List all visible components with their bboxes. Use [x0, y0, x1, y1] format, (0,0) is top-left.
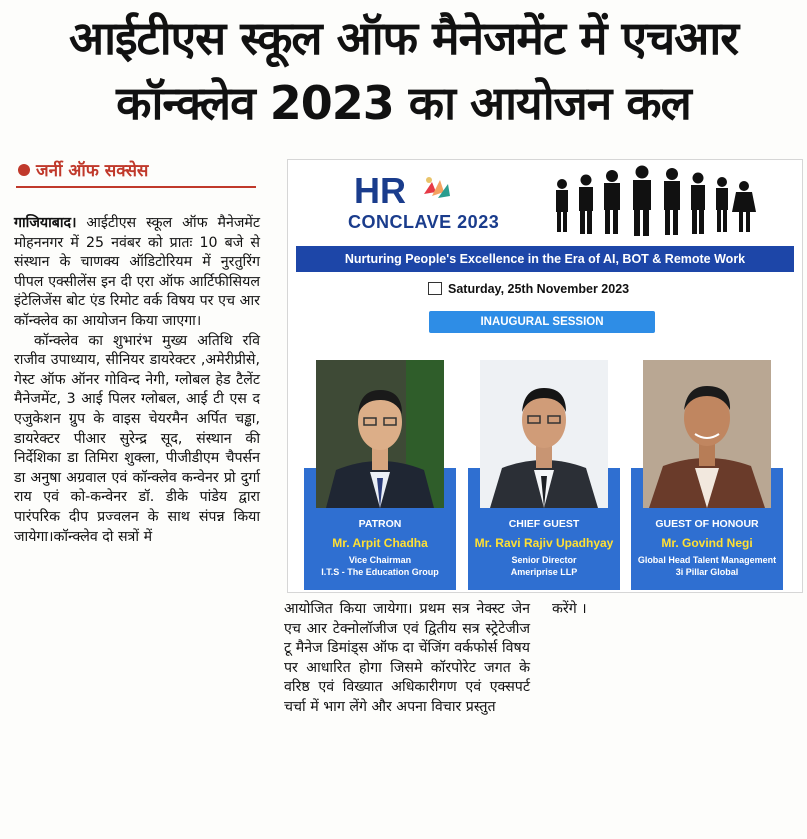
event-date — [428, 282, 629, 296]
business-people-silhouette-icon — [550, 162, 770, 236]
card-speaker-name: Mr. Govind Negi — [661, 536, 753, 550]
dateline: गाजियाबाद। — [14, 215, 77, 231]
speaker-photo-patron — [316, 360, 444, 508]
article-paragraph-3: आयोजित किया जायेगा। प्रथम सत्र नेक्स्ट जेन एच आर टेक्नोलॉजीज एवं द्वितीय सत्र स्ट्रेटेजीज टू मैनेज डिमांड्स ऑफ दा चेंजिंग वर्कफोर्स विषय पर आधारित होगा जिसमे कॉरपोरेट जगत के वरिष्ठ एवं विख्यात अधिकारीगण एवं एक्सपर्ट चर्चा में भाग लेंगे और अपना विचार प्रस्तुत — [284, 601, 530, 715]
article-text-1: आईटीएस स्कूल ऑफ मैनेजमेंट मोहननगर में 25 नवंबर को प्रातः 10 बजे से संस्थान के चाणक्य ऑडिटोरियम में नुरतुरिंग पीपल एक्सीलेंस इन दी एरा ऑफ आर्टिफीसियल इंटेलिजेंस बोट एंड रिमोट वर्क विषय पर एच आर कॉन्क्लेव का आयोजन किया जाएगा। — [14, 215, 260, 329]
article-paragraph-1 — [14, 214, 260, 332]
event-date-text: Saturday, 25th November 2023 — [448, 282, 630, 296]
speaker-card-guest-of-honour — [631, 358, 783, 590]
article-column-2 — [284, 600, 530, 718]
card-role: PATRON — [358, 518, 402, 530]
calendar-icon — [428, 282, 442, 295]
event-poster — [287, 159, 803, 593]
article-column-1 — [14, 214, 260, 547]
card-role: GUEST OF HONOUR — [655, 518, 759, 530]
section-kicker — [16, 156, 256, 188]
headline-line-2: कॉन्क्लेव 2023 का आयोजन कल — [116, 76, 691, 130]
card-speaker-name: Mr. Arpit Chadha — [332, 536, 428, 550]
bullet-dot-icon — [18, 164, 30, 176]
session-badge: INAUGURAL SESSION — [429, 311, 655, 333]
card-designation: Global Head Talent Management — [637, 555, 777, 565]
card-speaker-name: Mr. Ravi Rajiv Upadhyay — [474, 536, 614, 550]
headline-line-1: आईटीएस स्कूल ऑफ मैनेजमेंट में एचआर — [68, 11, 739, 65]
article-paragraph-4: करेंगे । — [552, 601, 587, 617]
card-designation: Senior Director — [511, 555, 577, 565]
card-organization: I.T.S - The Education Group — [321, 567, 439, 577]
speaker-card-patron — [304, 358, 456, 590]
kicker-label: जर्नी ऑफ सक्सेस — [36, 161, 149, 181]
article-column-3 — [552, 600, 652, 620]
card-organization: Ameriprise LLP — [510, 567, 578, 577]
theme-banner: Nurturing People's Excellence in the Era of AI, BOT & Remote Work — [296, 246, 794, 272]
hr-logo-mark-icon — [420, 174, 452, 206]
speaker-card-chief-guest — [468, 358, 620, 590]
speaker-photo-chief-guest — [480, 360, 608, 508]
conclave-title: CONCLAVE 2023 — [348, 212, 500, 232]
hr-logo-text: HR — [354, 170, 406, 211]
card-role: CHIEF GUEST — [508, 518, 580, 530]
article-paragraph-2: कॉन्क्लेव का शुभारंभ मुख्य अतिथि रवि राजीव उपाध्याय, सीनियर डायरेक्टर ,अमेरीप्रीसे, गेस्ट ऑफ ऑनर गोविन्द नेगी, ग्लोबल हेड टैलेंट मैनेजमेंट, 3 आई पिलर ग्लोबल, आई टी एस द एजुकेशन ग्रुप के वाइस चेयरमैन अर्पित चड्ढा, डायरेक्टर पीआर सुरेन्द्र सूद, संस्थान की निर्देशिका डा तिमिरा शुक्ला, पीजीडीएम चैपर्सन डा अनुषा अग्रवाल एवं कॉन्क्लेव कन्वेनर प्रो दुर्गा राय एवं को-कन्वेनर डॉ. डीके पांडेय द्वारा पारंपरिक दीप प्रज्वलन के साथ संपन्न किया जायेगा।कॉन्क्लेव दो सत्रों में — [14, 332, 260, 545]
card-designation: Vice Chairman — [348, 555, 412, 565]
speaker-photo-guest-of-honour — [643, 360, 771, 508]
card-organization: 3i Pillar Global — [675, 567, 739, 577]
